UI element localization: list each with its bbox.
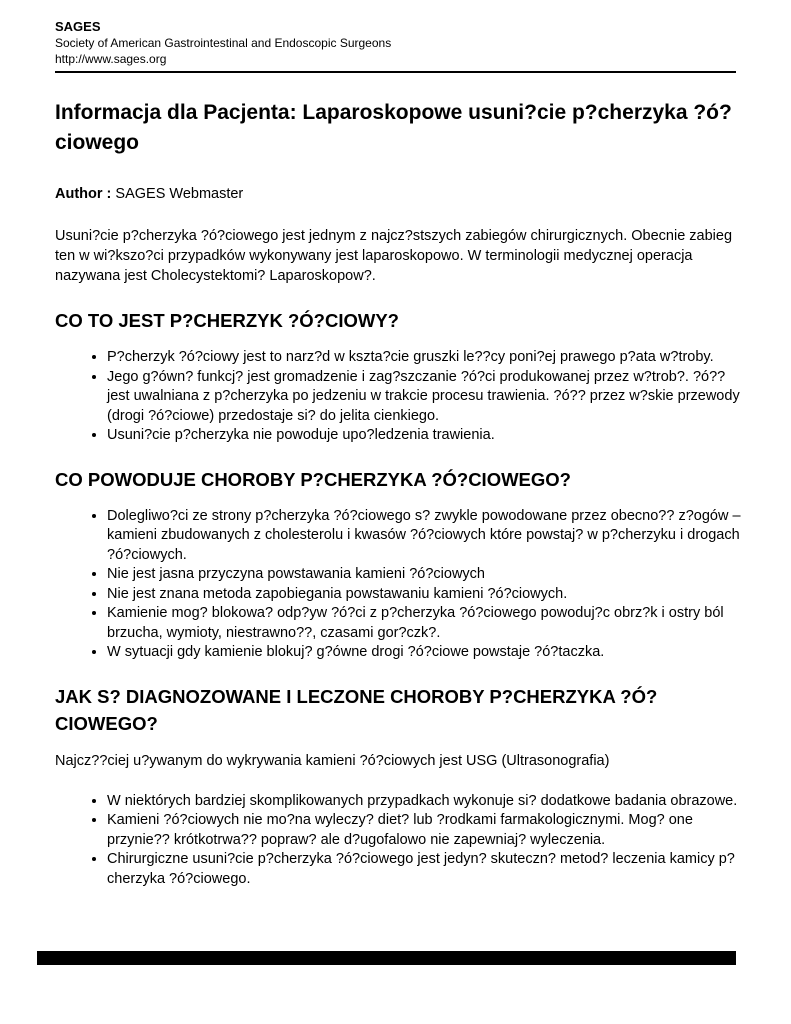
list-item: • Usuni?cie p?cherzyka nie powoduje upo?ledzenia trawienia. [107, 426, 745, 446]
section-heading: JAK S? DIAGNOZOWANE I LECZONE CHOROBY P?CHERZYKA ?Ó?CIOWEGO? [55, 685, 658, 734]
footer-bar [37, 951, 736, 965]
author-label: Author : [55, 186, 112, 202]
list-item: • Kamieni ?ó?ciowych nie mo?na wyleczy? diet? lub ?rodkami farmakologicznymi. Mog? one przynie?? krótkotrwa?? popraw? ale d?ugofalowo nie zapewniaj? wyleczenia. [107, 811, 745, 850]
section-heading: CO TO JEST P?CHERZYK ?Ó?CIOWY? [55, 310, 399, 331]
document-header [55, 19, 736, 67]
page-title: Informacja dla Pacjenta: Laparoskopowe usuni?cie p?cherzyka ?ó?ciowego [55, 101, 732, 154]
org-full-name: Society of American Gastrointestinal and Endoscopic Surgeons [55, 36, 392, 50]
list-item: • Nie jest znana metoda zapobiegania powstawaniu kamieni ?ó?ciowych. [107, 585, 745, 605]
list-item: • P?cherzyk ?ó?ciowy jest to narz?d w kszta?cie gruszki le??cy poni?ej prawego p?ata w?troby. [107, 348, 745, 368]
list-item: • Dolegliwo?ci ze strony p?cherzyka ?ó?ciowego s? zwykle powodowane przez obecno?? z?ogów – kamieni zbudowanych z cholesterolu i kwasów ?ó?ciowych które powstaj? w p?cherzyku i drogach ?ó?ciowych. [107, 507, 745, 566]
section-intro: Najcz??ciej u?ywanym do wykrywania kamieni ?ó?ciowych jest USG (Ultrasonografia) [55, 752, 610, 769]
article-body [55, 98, 745, 909]
intro-paragraph: Usuni?cie p?cherzyka ?ó?ciowego jest jednym z najcz?stszych zabiegów chirurgicznych. Obecnie zabieg ten w wi?kszo?ci przypadków wykonywany jest laparoskopowo. W terminologii medycznej operacja nazywana jest Cholecystektomi? Laparoskopow?. [55, 228, 733, 284]
list-item: • Nie jest jasna przyczyna powstawania kamieni ?ó?ciowych [107, 565, 745, 585]
author-line [55, 184, 745, 204]
list-item: • W sytuacji gdy kamienie blokuj? g?ówne drogi ?ó?ciowe powstaje ?ó?taczka. [107, 643, 745, 663]
bullet-list [55, 507, 745, 663]
org-url[interactable]: http://www.sages.org [55, 52, 167, 66]
list-item: • Jego g?ówn? funkcj? jest gromadzenie i zag?szczanie ?ó?ci produkowanej przez w?trob?. ?ó?? jest uwalniana z p?cherzyka po jedzeniu w trakcie procesu trawienia. ?ó?? przez w?skie przewody (drogi ?ó?ciowe) przedostaje si? do jelita cienkiego. [107, 368, 745, 427]
list-item: • W niektórych bardziej skomplikowanych przypadkach wykonuje si? dodatkowe badania obrazowe. [107, 792, 745, 812]
list-item: • Chirurgiczne usuni?cie p?cherzyka ?ó?ciowego jest jedyn? skuteczn? metod? leczenia kamicy p?cherzyka ?ó?ciowego. [107, 850, 745, 889]
org-name: SAGES [55, 19, 101, 34]
author-name: SAGES Webmaster [115, 186, 244, 202]
section-heading: CO POWODUJE CHOROBY P?CHERZYKA ?Ó?CIOWEGO? [55, 468, 571, 490]
header-divider [55, 71, 736, 73]
bullet-list [55, 792, 745, 890]
bullet-list [55, 348, 745, 446]
list-item: • Kamienie mog? blokowa? odp?yw ?ó?ci z p?cherzyka ?ó?ciowego powoduj?c obrz?k i ostry ból brzucha, wymioty, niestrawno??, czasami gor?czk?. [107, 604, 745, 643]
